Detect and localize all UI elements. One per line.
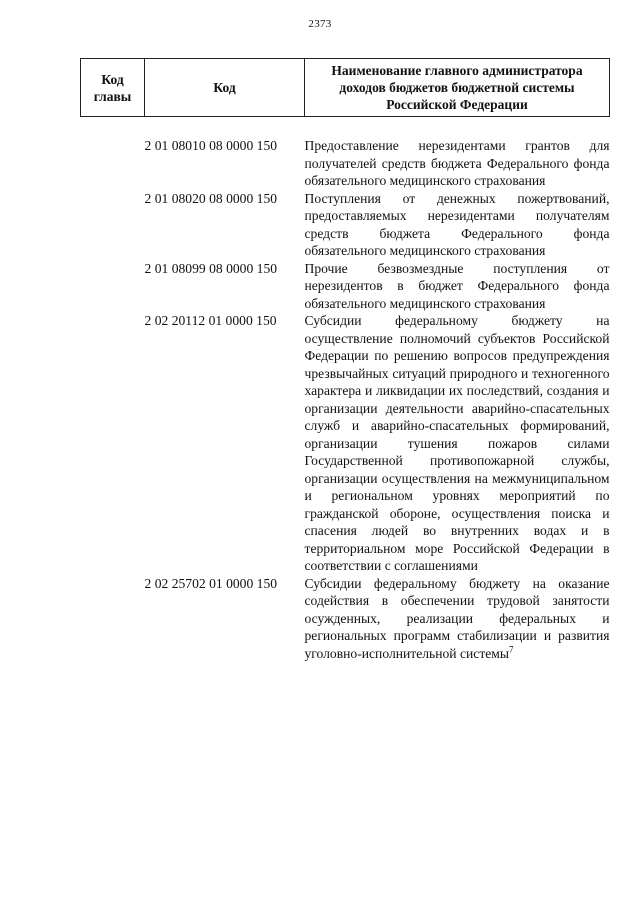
table-spacer-row — [81, 117, 610, 138]
code-cell: 2 01 08020 08 0000 150 — [144, 190, 278, 206]
table-row — [81, 190, 610, 260]
chapter-code-cell — [81, 260, 145, 313]
name-cell: Субсидии федеральному бюджету на осуществление полномочий субъектов Российской Федерации по решению вопросов предупреждения чрезвычайных ситуаций природного и техногенного характера и ликвидации их последствий, создания и организации деятельности аварийно-спасательных служб и аварийно-спасательных формирований, организации тушения пожаров силами Государственной противопожарной службы, организации осуществления на межмуниципальном и региональном уровнях мероприятий по гражданской обороне, осуществления поиска и спасения людей во внутренних водах и в территориальном море Российской Федерации в соответствии с соглашениями — [304, 313, 610, 573]
code-cell: 2 01 08099 08 0000 150 — [144, 260, 278, 276]
table-row — [81, 260, 610, 313]
code-cell: 2 02 25702 01 0000 150 — [144, 575, 278, 591]
table-row — [81, 137, 610, 190]
name-text: Субсидии федеральному бюджету на оказание содействия в обеспечении трудовой занятости осужденных, реализации федеральных и региональных программ стабилизации и развития уголовно-исполнительной системы — [304, 575, 610, 661]
chapter-code-cell — [81, 312, 145, 575]
chapter-code-cell — [81, 575, 145, 663]
code-cell: 2 01 08010 08 0000 150 — [144, 138, 278, 153]
name-cell — [305, 575, 610, 663]
table-header-row — [81, 59, 610, 117]
name-cell: Прочие безвозмездные поступления от нерезидентов в бюджет Федерального фонда обязательного медицинского страхования — [304, 260, 610, 311]
revenue-administrators-table — [80, 58, 610, 662]
name-cell: Предоставление нерезидентами грантов для получателей средств бюджета Федерального фонда обязательного медицинского страхования — [304, 138, 610, 188]
header-name: Наименование главного администратора доходов бюджетов бюджетной системы Российской Федерации — [305, 59, 610, 117]
table-row — [81, 312, 610, 575]
footnote-marker: 7 — [509, 643, 514, 654]
name-cell: Поступления от денежных пожертвований, предоставляемых нерезидентами получателям средств бюджета Федерального фонда обязательного медицинского страхования — [304, 190, 610, 258]
table-row — [81, 575, 610, 663]
header-code: Код — [145, 59, 305, 117]
page-number: 2373 — [308, 18, 332, 30]
chapter-code-cell — [81, 190, 145, 260]
chapter-code-cell — [81, 137, 145, 190]
code-cell: 2 02 20112 01 0000 150 — [144, 313, 277, 328]
header-chapter-code: Код главы — [81, 59, 145, 117]
